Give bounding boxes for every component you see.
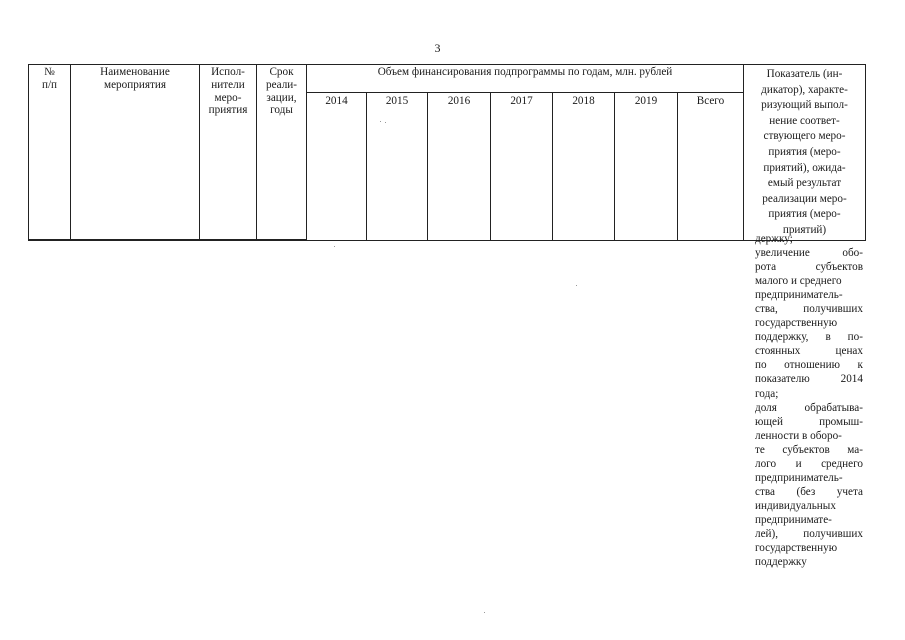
page-number: 3 <box>434 41 441 55</box>
scan-speck <box>380 121 381 122</box>
year-header: 2016 <box>428 93 491 241</box>
header-indicator-line: нение соответ- <box>769 114 840 127</box>
text-line: ства (без учета <box>755 485 863 498</box>
header-indicator-line: приятия (меро- <box>768 145 841 158</box>
header-indicator-line: приятий) <box>782 223 827 236</box>
scan-speck <box>385 122 386 123</box>
header-executors-line: меро- <box>214 91 242 104</box>
header-term-line: реали- <box>265 78 298 91</box>
header-no-line: № <box>44 66 55 78</box>
header-indicator-line: Показатель (ин- <box>766 68 843 80</box>
header-executors <box>200 65 257 240</box>
text-line: ющей промыш- <box>755 415 863 428</box>
text-line: доля обрабатыва- <box>755 401 863 414</box>
header-name <box>71 65 200 240</box>
indicator-continuation <box>755 232 863 569</box>
text-line: малого и среднего <box>755 275 842 288</box>
table-cell <box>71 239 200 240</box>
text-line: лого и среднего <box>755 457 863 470</box>
header-name-line: Наименование <box>100 66 170 78</box>
header-indicator-line: ствующего меро- <box>763 130 846 143</box>
text-line: те субъектов ма- <box>755 443 863 456</box>
table-cell <box>29 239 71 240</box>
text-line: предприниматель- <box>755 471 843 484</box>
header-no <box>29 65 71 240</box>
year-header: 2014 <box>307 93 367 241</box>
header-name-line: мероприятия <box>104 78 166 91</box>
text-line: индивидуальных <box>755 499 836 512</box>
header-executors-line: Испол- <box>211 66 245 78</box>
year-header: 2019 <box>615 93 678 241</box>
text-line: ленности в оборо- <box>755 429 842 442</box>
header-no-line: п/п <box>41 78 58 91</box>
header-funding: Объем финансирования подпрограммы по годам, млн. рублей <box>307 65 744 93</box>
text-line: поддержку <box>755 556 807 569</box>
text-line: по отношению к <box>755 359 863 372</box>
text-line: ства, получивших <box>755 303 863 316</box>
text-line: показателю 2014 <box>755 373 863 386</box>
text-line: держку; <box>755 233 793 245</box>
header-term-line: годы <box>270 104 293 117</box>
text-line: поддержку, в по- <box>755 331 863 344</box>
text-line: рота субъектов <box>755 261 863 274</box>
header-indicator-line: ризующий выпол- <box>761 99 848 112</box>
text-line: предприниматель- <box>755 289 843 302</box>
year-header: 2017 <box>491 93 553 241</box>
text-line: стоянных ценах <box>755 345 863 358</box>
table-cell <box>200 239 257 240</box>
table-cell <box>257 239 307 240</box>
events-table <box>28 64 866 241</box>
header-executors-line: приятия <box>208 104 248 117</box>
scan-speck <box>334 246 335 247</box>
year-header: 2015 <box>367 93 428 241</box>
header-indicator-line: реализации меро- <box>762 192 847 205</box>
text-line: государственную <box>755 542 838 555</box>
header-indicator-line: приятий), ожида- <box>763 161 846 174</box>
total-header: Всего <box>678 93 744 241</box>
header-indicator-line: приятия (меро- <box>768 208 841 221</box>
scan-speck <box>484 612 485 613</box>
header-indicator-line: дикатор), характе- <box>761 83 848 96</box>
text-line: государственную <box>755 317 838 330</box>
header-executors-line: нители <box>211 78 245 91</box>
header-indicator <box>744 65 866 241</box>
text-line: лей), получивших <box>755 527 863 540</box>
text-line: увеличение обо- <box>755 247 863 260</box>
year-header: 2018 <box>553 93 615 241</box>
text-line: предпринимате- <box>755 513 832 526</box>
text-line: года; <box>755 387 779 400</box>
scan-speck <box>576 285 577 286</box>
header-indicator-line: емый результат <box>767 177 842 190</box>
header-term-line: Срок <box>269 66 294 78</box>
header-term-line: зации, <box>266 91 297 104</box>
header-term <box>257 65 307 240</box>
